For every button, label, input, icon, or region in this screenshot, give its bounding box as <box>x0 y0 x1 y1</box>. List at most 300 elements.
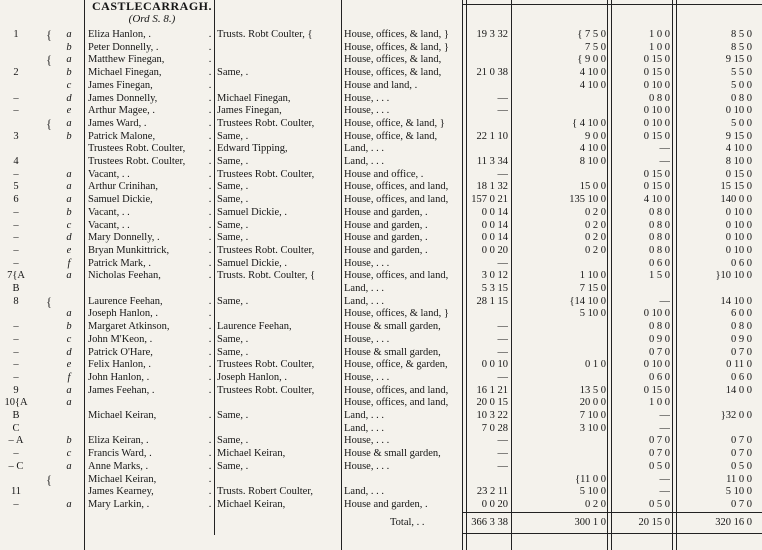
land-value: 8 10 0 <box>579 156 606 167</box>
map-number: 11 <box>10 486 22 498</box>
lessor-name: Same, . <box>217 156 249 167</box>
lessor-name: Laurence Feehan, <box>217 321 292 333</box>
leader-dot: . <box>208 346 212 358</box>
area-value: — <box>497 460 508 472</box>
buildings-value: 0 9 0 <box>649 333 670 345</box>
total-value: 14 0 0 <box>725 384 752 396</box>
lessor-name: Same, . <box>217 181 249 193</box>
occupier-name: Eliza Hanlon, . <box>88 29 151 40</box>
table-row <box>0 485 762 498</box>
leader-dot: . <box>208 435 212 447</box>
total-value: 0 10 0 <box>725 219 752 231</box>
total-label: Total, . . <box>390 517 425 528</box>
occupier-name: James Feehan, . <box>88 384 155 396</box>
tenement-description: House and garden, . <box>344 232 428 244</box>
leader-dot: . <box>208 232 212 244</box>
lessor-name: Trustees Robt. Coulter, <box>217 384 315 396</box>
row-letter: b <box>66 130 72 142</box>
occupier-name: Mary Donnelly, . <box>88 232 160 244</box>
table-row <box>0 142 762 155</box>
total-value: 0 10 0 <box>725 105 752 117</box>
table-row <box>0 307 762 320</box>
lessor-name: Same, . <box>217 295 249 307</box>
buildings-value: 0 10 0 <box>643 105 670 117</box>
row-letter: c <box>66 448 72 460</box>
lessor-name: Same, . <box>217 333 249 345</box>
occupier-name: Michael Keiran, <box>88 410 157 421</box>
total-value: 0 15 0 <box>725 168 752 180</box>
area-value: 22 1 10 <box>476 130 508 142</box>
lessor-name: Same, . <box>217 410 249 421</box>
occupier-name: Felix Hanlon, . <box>88 359 151 371</box>
map-number: – <box>13 333 19 345</box>
area-value: 157 0 21 <box>471 194 508 206</box>
land-value: {14 10 0 <box>569 295 606 307</box>
row-letter: d <box>66 346 72 358</box>
total-value: 8 5 0 <box>731 29 752 40</box>
total-value: 0 9 0 <box>731 333 752 345</box>
buildings-value: 0 10 0 <box>643 117 670 129</box>
total-value: 0 10 0 <box>725 206 752 218</box>
total-value: 5 0 0 <box>731 79 752 91</box>
row-letter: c <box>66 219 72 231</box>
tenement-description: House, office, & garden, <box>344 359 448 371</box>
occupier-name: Samuel Dickie, <box>88 194 153 206</box>
area-value: 18 1 32 <box>476 181 508 193</box>
leader-dot: . <box>208 257 212 269</box>
tenement-description: House and garden, . <box>344 219 428 231</box>
leader-dot: . <box>208 181 212 193</box>
area-value: — <box>497 346 508 358</box>
area-value: 0 0 20 <box>481 244 508 256</box>
buildings-value: 0 6 0 <box>649 371 670 383</box>
leader-dot: . <box>208 54 212 66</box>
row-letter: d <box>66 232 72 244</box>
map-number: C <box>12 422 20 434</box>
buildings-value: 0 8 0 <box>649 219 670 231</box>
brace-mark: { <box>45 28 53 41</box>
row-letter: f <box>67 371 71 383</box>
lessor-name: Joseph Hanlon, . <box>217 371 287 383</box>
lessor-name: Same, . <box>217 460 249 472</box>
buildings-value: 0 15 0 <box>643 54 670 66</box>
occupier-name: Michael Finegan, <box>88 67 162 79</box>
total-value: 15 15 0 <box>720 181 752 193</box>
row-letter: b <box>66 321 72 333</box>
land-value: { 7 5 0 <box>577 29 606 40</box>
lessor-name: Edward Tipping, <box>217 143 288 155</box>
land-value: 3 10 0 <box>579 422 606 434</box>
townland-header <box>88 0 216 26</box>
area-value: 7 0 28 <box>481 422 508 434</box>
area-value: — <box>497 448 508 460</box>
row-letter: f <box>67 257 71 269</box>
land-value: { 4 10 0 <box>572 117 606 129</box>
table-row <box>0 219 762 232</box>
occupier-name: Joseph Hanlon, . <box>88 308 158 320</box>
map-number: B <box>12 283 20 294</box>
buildings-value: 0 5 0 <box>649 460 670 472</box>
brace-mark: { <box>45 294 53 308</box>
area-value: — <box>497 435 508 447</box>
buildings-value: — <box>659 473 670 485</box>
land-value: 15 0 0 <box>579 181 606 193</box>
table-row <box>0 41 762 54</box>
leader-dot: . <box>208 371 212 383</box>
buildings-value: 0 6 0 <box>649 257 670 269</box>
leader-dot: . <box>208 448 212 460</box>
table-row <box>0 79 762 92</box>
leader-dot: . <box>208 41 212 53</box>
land-value: 7 10 0 <box>579 410 606 421</box>
total-value: 5 0 0 <box>731 117 752 129</box>
leader-dot: . <box>208 244 212 256</box>
table-row <box>0 320 762 333</box>
map-number: 9 <box>13 384 19 396</box>
total-value: }10 10 0 <box>715 270 752 282</box>
total-value: 0 6 0 <box>731 371 752 383</box>
area-value: — <box>497 371 508 383</box>
buildings-value: 0 8 0 <box>649 92 670 104</box>
occupier-name: Matthew Finegan, <box>88 54 165 66</box>
buildings-value: 0 10 0 <box>643 359 670 371</box>
table-row <box>0 346 762 359</box>
tenement-description: House & small garden, <box>344 346 441 358</box>
lessor-name: Same, . <box>217 219 249 231</box>
buildings-value: 0 15 0 <box>643 384 670 396</box>
tenement-description: House and garden, . <box>344 206 428 218</box>
table-row <box>0 53 762 66</box>
land-value: 0 2 0 <box>585 206 606 218</box>
table-row <box>0 498 762 511</box>
total-valuation: 320 16 0 <box>715 517 752 528</box>
buildings-value: 0 15 0 <box>643 130 670 142</box>
tenement-description: House, offices, & land, } <box>344 41 449 53</box>
row-letter: a <box>66 117 72 129</box>
occupier-name: Arthur Crinihan, <box>88 181 158 193</box>
row-letter: b <box>66 435 72 447</box>
buildings-value: 1 0 0 <box>649 397 670 409</box>
lessor-name: Trusts. Robt Coulter, { <box>217 29 313 40</box>
table-row <box>0 358 762 371</box>
leader-dot: . <box>208 333 212 345</box>
row-letter: a <box>66 194 72 206</box>
leader-dot: . <box>208 92 212 104</box>
leader-dot: . <box>208 194 212 206</box>
row-letter: e <box>66 244 72 256</box>
lessor-name: Trusts. Robt. Coulter, { <box>217 270 316 282</box>
land-value: { 9 0 0 <box>577 54 606 66</box>
map-number: – <box>13 257 19 269</box>
tenement-description: House, offices, & land, <box>344 67 442 79</box>
occupier-name: Arthur Magee, . <box>88 105 156 117</box>
buildings-value: 0 8 0 <box>649 321 670 333</box>
table-row <box>0 409 762 422</box>
lessor-name: Trustees Robt. Coulter, <box>217 244 315 256</box>
row-letter: a <box>66 270 72 282</box>
buildings-value: 0 15 0 <box>643 168 670 180</box>
lessor-name: James Finegan, <box>217 105 282 117</box>
tenement-description: House, office, & land, <box>344 130 438 142</box>
leader-dot: . <box>208 117 212 129</box>
leader-dot: . <box>208 143 212 155</box>
table-row <box>0 193 762 206</box>
row-letter: a <box>66 384 72 396</box>
total-value: 8 10 0 <box>725 156 752 167</box>
leader-dot: . <box>208 29 212 40</box>
total-value: 5 5 0 <box>731 67 752 79</box>
table-row <box>0 295 762 308</box>
table-row <box>0 155 762 168</box>
buildings-value: 0 7 0 <box>649 448 670 460</box>
buildings-value: 0 7 0 <box>649 346 670 358</box>
table-row <box>0 28 762 41</box>
leader-dot: . <box>208 168 212 180</box>
lessor-name: Michael Finegan, <box>217 92 291 104</box>
area-value: — <box>497 257 508 269</box>
land-value: 5 10 0 <box>579 486 606 498</box>
buildings-value: 0 15 0 <box>643 181 670 193</box>
total-value: 140 0 0 <box>720 194 752 206</box>
ord-sheet-ref: (Ord S. 8.) <box>128 13 176 25</box>
leader-dot: . <box>208 384 212 396</box>
tenement-description: Land, . . . <box>344 486 384 498</box>
tenement-description: House, offices, and land, <box>344 194 449 206</box>
area-value: — <box>497 321 508 333</box>
map-number: 4 <box>13 156 19 167</box>
land-value: 13 5 0 <box>579 384 606 396</box>
area-value: 3 0 12 <box>481 270 508 282</box>
tenement-description: House and land, . <box>344 79 418 91</box>
occupier-name: Patrick Mark, . <box>88 257 151 269</box>
occupier-name: Mary Larkin, . <box>88 498 150 510</box>
tenement-description: House, . . . <box>344 105 390 117</box>
map-number: 6 <box>13 194 19 206</box>
row-letter: a <box>66 498 72 510</box>
area-value: 0 0 14 <box>481 219 508 231</box>
tenement-description: House and garden, . <box>344 498 428 510</box>
tenement-description: House and garden, . <box>344 244 428 256</box>
table-row <box>0 396 762 409</box>
leader-dot: . <box>208 156 212 167</box>
table-row <box>0 130 762 143</box>
table-row <box>0 66 762 79</box>
map-number: – <box>13 359 19 371</box>
total-value: 4 10 0 <box>725 143 752 155</box>
leader-dot: . <box>208 206 212 218</box>
map-number: – <box>13 346 19 358</box>
occupier-name: Francis Ward, . <box>88 448 152 460</box>
leader-dot: . <box>208 359 212 371</box>
tenement-description: House, . . . <box>344 435 390 447</box>
total-buildings: 20 15 0 <box>638 517 670 528</box>
total-rule-top <box>462 512 762 513</box>
lessor-name: Trustees Robt. Coulter, <box>217 359 315 371</box>
total-value: 0 7 0 <box>731 448 752 460</box>
total-value: 0 8 0 <box>731 321 752 333</box>
lessor-name: Same, . <box>217 67 249 79</box>
brace-mark: { <box>45 116 53 130</box>
leader-dot: . <box>208 498 212 510</box>
map-number: 8 <box>13 295 19 307</box>
tenement-description: House, . . . <box>344 257 390 269</box>
table-row <box>0 231 762 244</box>
row-letter: a <box>66 29 72 40</box>
row-letter: a <box>66 54 72 66</box>
occupier-name: Bryan Munkittrick, <box>88 244 170 256</box>
buildings-value: 1 0 0 <box>649 41 670 53</box>
map-number: – <box>13 448 19 460</box>
tenement-description: House, offices, and land, <box>344 181 449 193</box>
tenement-description: House, . . . <box>344 92 390 104</box>
leader-dot: . <box>208 130 212 142</box>
land-value: 9 0 0 <box>585 130 606 142</box>
map-number: – <box>13 498 19 510</box>
occupier-name: Patrick O'Hare, <box>88 346 153 358</box>
table-row <box>0 117 762 130</box>
tenement-description: House & small garden, <box>344 321 441 333</box>
lessor-name: Michael Keiran, <box>217 448 286 460</box>
total-value: 6 0 0 <box>731 308 752 320</box>
land-value: 0 1 0 <box>585 359 606 371</box>
leader-dot: . <box>208 460 212 472</box>
row-letter: a <box>66 397 72 409</box>
header-rule <box>462 4 762 5</box>
map-number: – C <box>8 460 24 472</box>
table-row <box>0 333 762 346</box>
map-number: 3 <box>13 130 19 142</box>
land-value: 1 10 0 <box>579 270 606 282</box>
total-value: 0 5 0 <box>731 460 752 472</box>
area-value: — <box>497 105 508 117</box>
total-value: 8 5 0 <box>731 41 752 53</box>
table-row <box>0 460 762 473</box>
occupier-name: Trustees Robt. Coulter, <box>88 156 186 167</box>
total-value: 5 10 0 <box>725 486 752 498</box>
total-value: 9 15 0 <box>725 130 752 142</box>
buildings-value: 0 10 0 <box>643 79 670 91</box>
lessor-name: Trusts. Robert Coulter, <box>217 486 314 498</box>
leader-dot: . <box>208 219 212 231</box>
area-value: 28 1 15 <box>476 295 508 307</box>
map-number: – <box>13 105 19 117</box>
leader-dot: . <box>208 308 212 320</box>
total-value: 0 11 0 <box>726 359 752 371</box>
map-number: – <box>13 168 19 180</box>
tenement-description: House, . . . <box>344 460 390 472</box>
tenement-description: House, offices, and land, <box>344 270 449 282</box>
table-row <box>0 180 762 193</box>
leader-dot: . <box>208 67 212 79</box>
occupier-name: James Ward, . <box>88 117 147 129</box>
table-row <box>0 104 762 117</box>
buildings-value: 0 7 0 <box>649 435 670 447</box>
total-value: 0 7 0 <box>731 346 752 358</box>
map-number: 2 <box>13 67 19 79</box>
occupier-name: Vacant, . . <box>88 219 130 231</box>
buildings-value: — <box>659 143 670 155</box>
occupier-name: Anne Marks, . <box>88 460 149 472</box>
land-value: 7 5 0 <box>585 41 606 53</box>
leader-dot: . <box>208 410 212 421</box>
tenement-description: House, offices, & land, } <box>344 29 449 40</box>
map-number: B <box>12 410 20 421</box>
area-value: 0 0 10 <box>481 359 508 371</box>
area-value: — <box>497 168 508 180</box>
map-number: – <box>13 92 19 104</box>
map-number: – <box>13 219 19 231</box>
total-row <box>0 516 762 529</box>
land-value: 135 10 0 <box>569 194 606 206</box>
total-value: 9 15 0 <box>725 54 752 66</box>
tenement-description: House, . . . <box>344 371 390 383</box>
occupier-name: Margaret Atkinson, <box>88 321 170 333</box>
land-value: 0 2 0 <box>585 498 606 510</box>
land-value: 4 10 0 <box>579 79 606 91</box>
total-land: 300 1 0 <box>574 517 606 528</box>
buildings-value: 0 15 0 <box>643 67 670 79</box>
tenement-description: Land, . . . <box>344 283 384 294</box>
land-value: 0 2 0 <box>585 244 606 256</box>
total-value: 0 7 0 <box>731 435 752 447</box>
total-rule-bottom <box>462 533 762 534</box>
area-value: 5 3 15 <box>481 283 508 294</box>
tenement-description: House, offices, & land, <box>344 54 442 66</box>
table-row <box>0 206 762 219</box>
row-letter: a <box>66 168 72 180</box>
area-value: 16 1 21 <box>476 384 508 396</box>
map-number: – <box>13 232 19 244</box>
occupier-name: Vacant, . . <box>88 168 130 180</box>
row-letter: e <box>66 359 72 371</box>
tenement-description: Land, . . . <box>344 422 384 434</box>
buildings-value: — <box>659 410 670 421</box>
land-value: 4 10 0 <box>579 67 606 79</box>
lessor-name: Same, . <box>217 346 249 358</box>
area-value: 10 3 22 <box>476 410 508 421</box>
tenement-description: House, offices, and land, <box>344 384 449 396</box>
occupier-name: James Finegan, <box>88 79 153 91</box>
land-value: 4 10 0 <box>579 143 606 155</box>
buildings-value: 1 5 0 <box>649 270 670 282</box>
occupier-name: Vacant, . . <box>88 206 130 218</box>
total-area: 366 3 38 <box>471 517 508 528</box>
table-row <box>0 257 762 270</box>
leader-dot: . <box>208 79 212 91</box>
land-value: 0 2 0 <box>585 232 606 244</box>
row-letter: e <box>66 105 72 117</box>
lessor-name: Samuel Dickie, . <box>217 257 287 269</box>
buildings-value: — <box>659 422 670 434</box>
townland-name: CASTLECARRAGH. <box>91 0 212 13</box>
occupier-name: Patrick Malone, <box>88 130 156 142</box>
map-number: – <box>13 321 19 333</box>
occupier-name: John Hanlon, . <box>88 371 150 383</box>
tenement-description: Land, . . . <box>344 156 384 167</box>
table-row <box>0 269 762 282</box>
map-number: – <box>13 244 19 256</box>
row-letter: c <box>66 79 72 91</box>
land-value: 20 0 0 <box>579 397 606 409</box>
tenement-description: House, . . . <box>344 333 390 345</box>
leader-dot: . <box>208 486 212 498</box>
buildings-value: — <box>659 295 670 307</box>
total-value: 0 7 0 <box>731 498 752 510</box>
occupier-name: Laurence Feehan, <box>88 295 163 307</box>
buildings-value: 1 0 0 <box>649 29 670 40</box>
total-value: 0 8 0 <box>731 92 752 104</box>
occupier-name: John M'Keon, . <box>88 333 153 345</box>
